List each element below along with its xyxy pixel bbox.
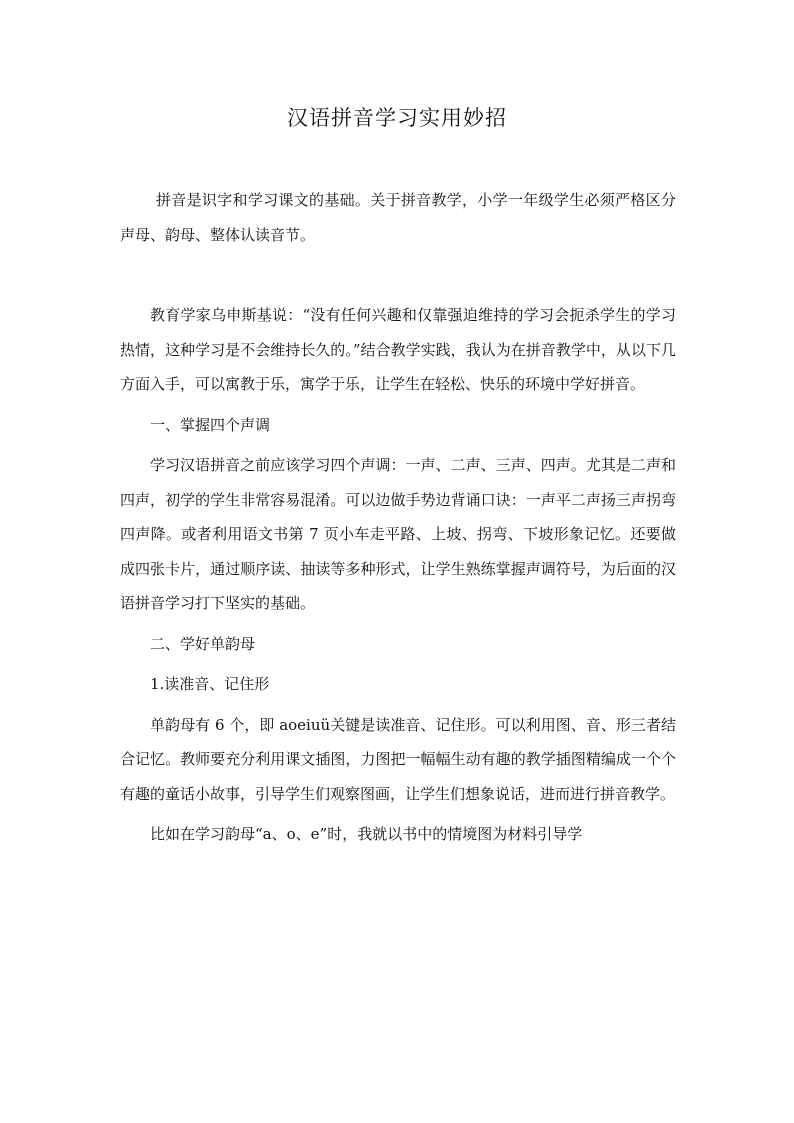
document-body <box>120 183 676 858</box>
document-title: 汉语拼音学习实用妙招 <box>287 106 507 130</box>
paragraph-finals: 单韵母有 6 个，即 aoeiuü关键是读准音、记住形。可以利用图、音、形三者结合记忆。教师要充分利用课文插图，力图把一幅幅生动有趣的教学插图精编成一个个有趣的童话小故事，引导学生们观察图画，让学生们想象说话，进而进行拼音教学。 <box>120 715 676 803</box>
paragraph-tones: 学习汉语拼音之前应该学习四个声调：一声、二声、三声、四声。尤其是二声和四声，初学的学生非常容易混淆。可以边做手势边背诵口诀：一声平二声扬三声拐弯四声降。或者利用语文书第 7 页小车走平路、上坡、拐弯、下坡形象记忆。还要做成四张卡片，通过顺序读、抽读等多种形式，让学生熟练掌握声调符号，为后面的汉语拼音学习打下坚实的基础。 <box>120 456 676 612</box>
paragraph-example: 比如在学习韵母“a、o、e”时，我就以书中的情境图为材料引导学 <box>150 825 583 843</box>
paragraph-intro: 拼音是识字和学习课文的基础。关于拼音教学，小学一年级学生必须严格区分声母、韵母、整体认读音节。 <box>120 191 676 244</box>
paragraph-quote: 教育学家乌申斯基说：“没有任何兴趣和仅靠强迫维持的学习会扼杀学生的学习热情，这种学习是不会维持长久的。”结合教学实践，我认为在拼音教学中，从以下几方面入手，可以寓教于乐，寓学于乐，让学生在轻松、快乐的环境中学好拼音。 <box>120 306 676 393</box>
section-heading-tones: 一、掌握四个声调 <box>150 415 271 434</box>
subsection-heading: 1.读准音、记住形 <box>150 675 270 693</box>
section-heading-finals: 二、学好单韵母 <box>150 634 256 653</box>
